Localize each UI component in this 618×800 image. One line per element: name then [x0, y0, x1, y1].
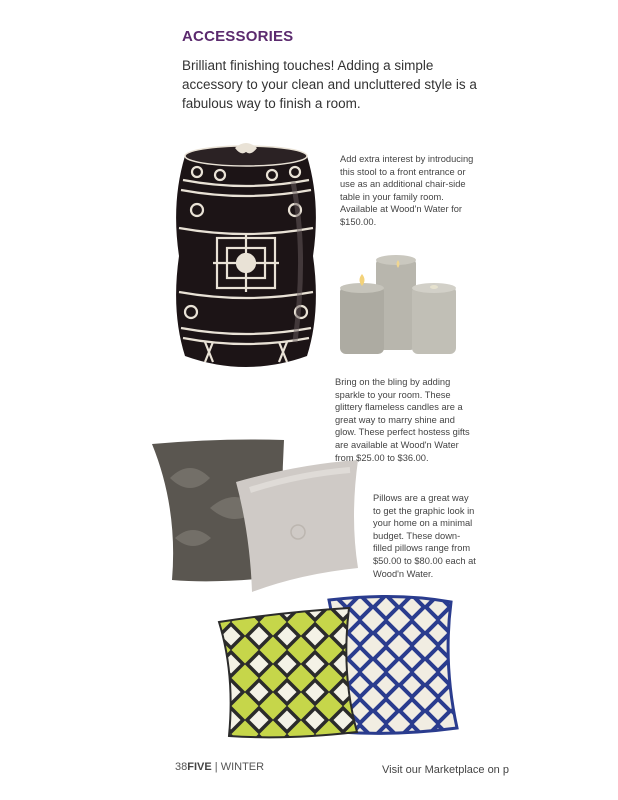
grey-pillows-image [150, 438, 362, 594]
garden-stool-image [175, 142, 317, 370]
candles-caption: Bring on the bling by adding sparkle to your room. These glittery flameless candles are a great way to marry shine and glow. These perfect hostess gifts are available at Wood'n Water from $25.00 to $36.00. [335, 377, 470, 463]
marketplace-link[interactable]: Visit our Marketplace on p [382, 764, 509, 776]
geometric-pillows-image [217, 594, 459, 738]
intro-paragraph: Brilliant finishing touches! Adding a simple accessory to your clean and uncluttered style is a fabulous way to finish a room. [182, 58, 477, 111]
flameless-candles-image [338, 252, 460, 362]
magazine-name: FIVE [187, 761, 212, 773]
page-number: 38 [175, 761, 188, 773]
page-footer-folio [175, 761, 264, 773]
stool-caption: Add extra interest by introducing this stool to a front entrance or use as an additional chair-side table in your family room. Available at Wood'n Water for $150.00. [340, 154, 474, 227]
season-label: WINTER [220, 761, 265, 773]
page-heading: ACCESSORIES [182, 28, 294, 45]
footer-separator: | [214, 761, 218, 773]
pillows-caption: Pillows are a great way to get the graphic look in your home on a minimal budget. These down-filled pillows range from $50.00 to $80.00 each at Wood'n Water. [373, 493, 476, 579]
